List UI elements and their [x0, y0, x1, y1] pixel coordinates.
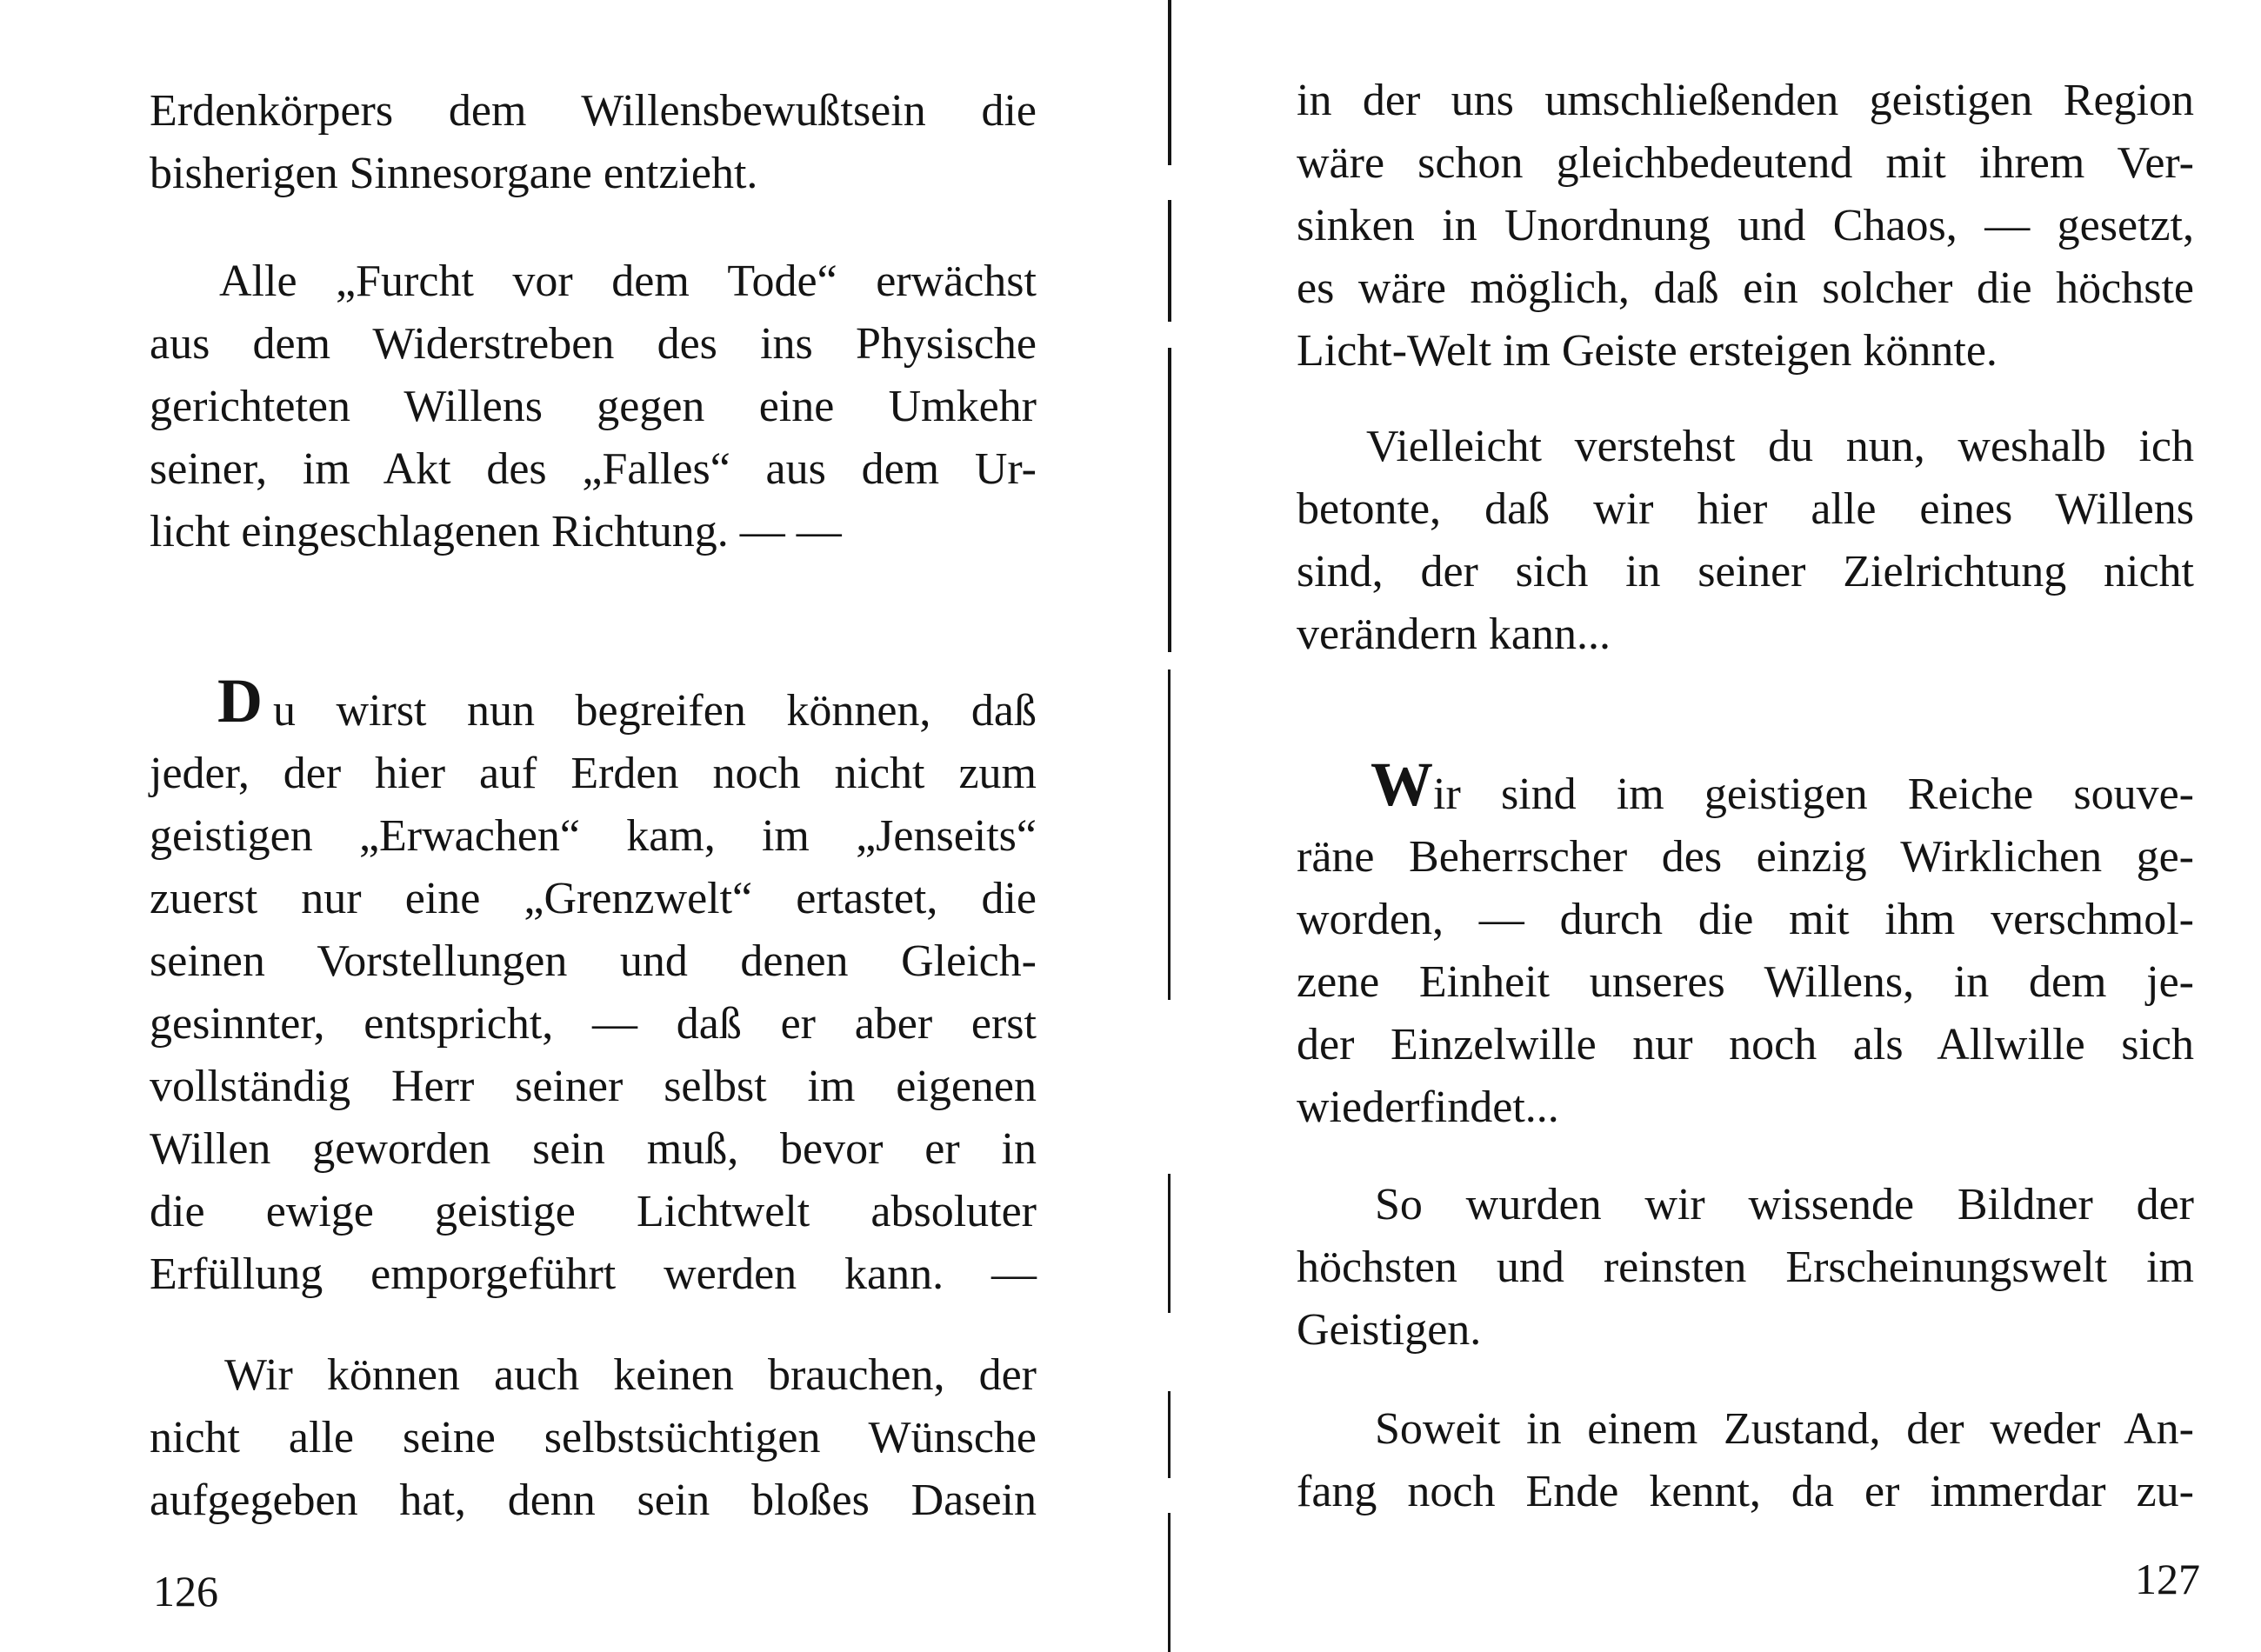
text-line: zene Einheit unseres Willens, in dem je- [1297, 957, 2194, 1007]
text-line: in der uns umschließenden geistigen Region [1297, 76, 2194, 125]
text-line: seinen Vorstellungen und denen Gleich- [150, 936, 1037, 986]
text-line: bisherigen Sinnesorgane entzieht. [150, 149, 758, 198]
gutter-line [1168, 200, 1171, 322]
text-line: aus dem Widerstreben des ins Physische [150, 319, 1037, 369]
text-line: zuerst nur eine „Grenzwelt“ ertastet, die [150, 874, 1037, 923]
text-line: worden, — durch die mit ihm verschmol- [1297, 895, 2194, 944]
drop-cap: W [1371, 749, 1433, 819]
text-line: betonte, daß wir hier alle eines Willens [1297, 484, 2194, 534]
text-line: sinken in Unordnung und Chaos, — gesetzt, [1297, 201, 2194, 250]
text-line: So wurden wir wissende Bildner der [1375, 1180, 2194, 1229]
text-line: ir sind im geistigen Reiche souve- [1433, 769, 2194, 819]
text-line: Willen geworden sein muß, bevor er in [150, 1124, 1037, 1174]
drop-cap: D [217, 666, 263, 736]
gutter-line [1168, 1174, 1171, 1313]
gutter-line [1168, 0, 1171, 165]
text-line: jeder, der hier auf Erden noch nicht zum [150, 749, 1037, 798]
text-line: Soweit in einem Zustand, der weder An- [1375, 1404, 2194, 1454]
text-line: Wir können auch keinen brauchen, der [224, 1350, 1037, 1400]
right-page [1174, 0, 2261, 1652]
text-line: Geistigen. [1297, 1305, 1482, 1355]
text-line: verändern kann... [1297, 610, 1611, 659]
text-line: Alle „Furcht vor dem Tode“ erwächst [219, 256, 1037, 306]
text-line: Vielleicht verstehst du nun, weshalb ich [1366, 422, 2194, 471]
text-line: Licht-Welt im Geiste ersteigen könnte. [1297, 326, 1998, 376]
page-number: 126 [153, 1567, 218, 1615]
gutter-line [1168, 669, 1171, 1000]
text-line: gerichteten Willens gegen eine Umkehr [150, 382, 1037, 431]
text-line: licht eingeschlagenen Richtung. — — [150, 507, 842, 556]
text-line: gesinnter, entspricht, — daß er aber erst [150, 999, 1037, 1049]
text-line: aufgegeben hat, denn sein bloßes Dasein [150, 1475, 1037, 1525]
text-line: es wäre möglich, daß ein solcher die höchste [1297, 263, 2194, 313]
text-line: die ewige geistige Lichtwelt absoluter [150, 1187, 1037, 1236]
text-line: Erdenkörpers dem Willensbewußtsein die [150, 86, 1037, 136]
text-line: sind, der sich in seiner Zielrichtung nicht [1297, 547, 2194, 596]
text-line: wiederfindet... [1297, 1082, 1559, 1132]
gutter-line [1168, 1391, 1171, 1478]
text-line: u wirst nun begreifen können, daß [273, 686, 1037, 736]
text-line: fang noch Ende kennt, da er immerdar zu- [1297, 1467, 2194, 1516]
text-line: geistigen „Erwachen“ kam, im „Jenseits“ [150, 811, 1037, 861]
text-line: vollständig Herr seiner selbst im eigenen [150, 1062, 1037, 1111]
text-line: räne Beherrscher des einzig Wirklichen ge- [1297, 832, 2194, 882]
text-line: der Einzelwille nur noch als Allwille sich [1297, 1020, 2194, 1069]
gutter-line [1168, 1513, 1171, 1652]
text-line: Erfüllung emporgeführt werden kann. — [150, 1249, 1037, 1299]
text-line: wäre schon gleichbedeutend mit ihrem Ver- [1297, 138, 2194, 188]
text-line: seiner, im Akt des „Falles“ aus dem Ur- [150, 444, 1037, 494]
page-number: 127 [2135, 1555, 2200, 1603]
gutter-line [1168, 348, 1171, 652]
text-line: nicht alle seine selbstsüchtigen Wünsche [150, 1413, 1037, 1462]
text-line: höchsten und reinsten Erscheinungswelt im [1297, 1242, 2194, 1292]
